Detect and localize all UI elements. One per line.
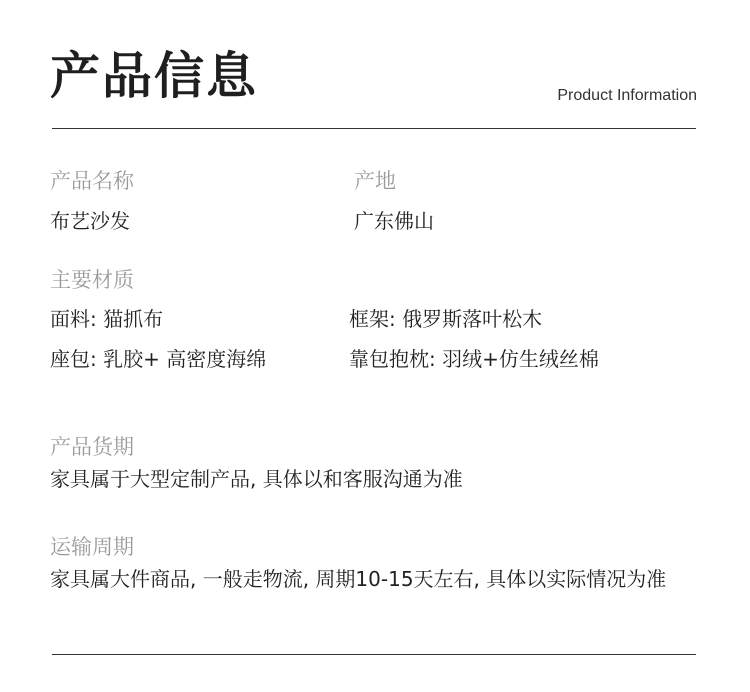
shipping-label: 运输周期 (50, 535, 134, 559)
frame-value: 框架: 俄罗斯落叶松木 (349, 307, 543, 331)
page-title: 产品信息 (50, 47, 258, 105)
product-name-label: 产品名称 (50, 169, 134, 193)
origin-label: 产地 (354, 169, 396, 193)
lead-time-label: 产品货期 (50, 435, 134, 459)
origin-value: 广东佛山 (354, 209, 434, 233)
lead-time-value: 家具属于大型定制产品, 具体以和客服沟通为准 (50, 467, 463, 491)
page-subtitle: Product Information (557, 87, 697, 104)
cushion-value: 靠包抱枕: 羽绒+仿生绒丝棉 (349, 347, 599, 371)
seat-value: 座包: 乳胶+ 高密度海绵 (50, 347, 267, 371)
shipping-value: 家具属大件商品, 一般走物流, 周期10-15天左右, 具体以实际情况为准 (50, 567, 667, 591)
fabric-value: 面料: 猫抓布 (50, 307, 164, 331)
bottom-divider (52, 654, 696, 655)
top-divider (52, 128, 696, 129)
product-name-value: 布艺沙发 (50, 209, 130, 233)
materials-label: 主要材质 (50, 268, 134, 292)
